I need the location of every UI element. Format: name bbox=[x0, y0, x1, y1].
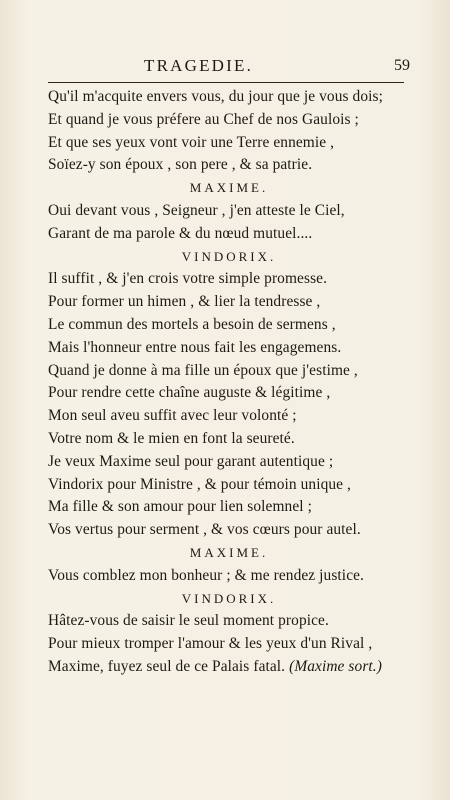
page-number: 59 bbox=[394, 57, 410, 74]
verse-line: Votre nom & le mien en font la seureté. bbox=[48, 429, 295, 447]
verse-line: Garant de ma parole & du nœud mutuel.... bbox=[48, 224, 313, 242]
verse-line: Qu'il m'acquite envers vous, du jour que je vous dois; bbox=[48, 88, 383, 105]
verse-line: Pour former un himen , & lier la tendresse , bbox=[48, 293, 321, 311]
verse-line: Et que ses yeux vont voir une Terre ennemie , bbox=[48, 133, 335, 151]
verse-line: Ma fille & son amour pour lien solemnel ; bbox=[48, 498, 312, 516]
verse-line: Hâtez-vous de saisir le seul moment propice. bbox=[48, 612, 329, 630]
speaker-name: MAXIME. bbox=[189, 544, 269, 560]
stage-direction: (Maxime sort.) bbox=[289, 657, 382, 675]
verse-line: Vos vertus pour serment , & vos cœurs pour autel. bbox=[48, 521, 361, 539]
verse-line: Le commun des mortels a besoin de sermens , bbox=[48, 315, 336, 333]
verse-line: Pour rendre cette chaîne auguste & légitime , bbox=[48, 384, 331, 402]
speaker-name: MAXIME. bbox=[189, 180, 269, 196]
running-head bbox=[48, 54, 410, 80]
verse-line: Mon seul aveu suffit avec leur volonté ; bbox=[48, 407, 297, 425]
verse-line: Vindorix pour Ministre , & pour témoin unique , bbox=[48, 475, 352, 493]
speaker-name: VINDORIX. bbox=[181, 590, 277, 606]
final-verse-text: Maxime, fuyez seul de ce Palais fatal. bbox=[48, 657, 286, 675]
running-title: TRAGEDIE. bbox=[144, 56, 254, 75]
verse-line: Pour mieux tromper l'amour & les yeux d'un Rival , bbox=[48, 635, 373, 653]
header-rule bbox=[48, 82, 404, 83]
verse-line: Je veux Maxime seul pour garant autentique ; bbox=[48, 452, 334, 470]
verse-line: Quand je donne à ma fille un époux que j'estime , bbox=[48, 361, 358, 379]
verse-line: Vous comblez mon bonheur ; & me rendez justice. bbox=[48, 566, 364, 584]
verse-line-final bbox=[48, 656, 410, 679]
verse-line: Mais l'honneur entre nous fait les engagemens. bbox=[48, 338, 342, 356]
verse-line: Et quand je vous préfere au Chef de nos Gaulois ; bbox=[48, 110, 359, 128]
verse-line: Oui devant vous , Seigneur , j'en atteste le Ciel, bbox=[48, 201, 345, 219]
speaker-name: VINDORIX. bbox=[181, 248, 277, 264]
verse-line: Il suffit , & j'en crois votre simple promesse. bbox=[48, 270, 328, 288]
verse-text bbox=[48, 86, 410, 679]
verse-line: Soïez-y son époux , son pere , & sa patrie. bbox=[48, 156, 313, 174]
